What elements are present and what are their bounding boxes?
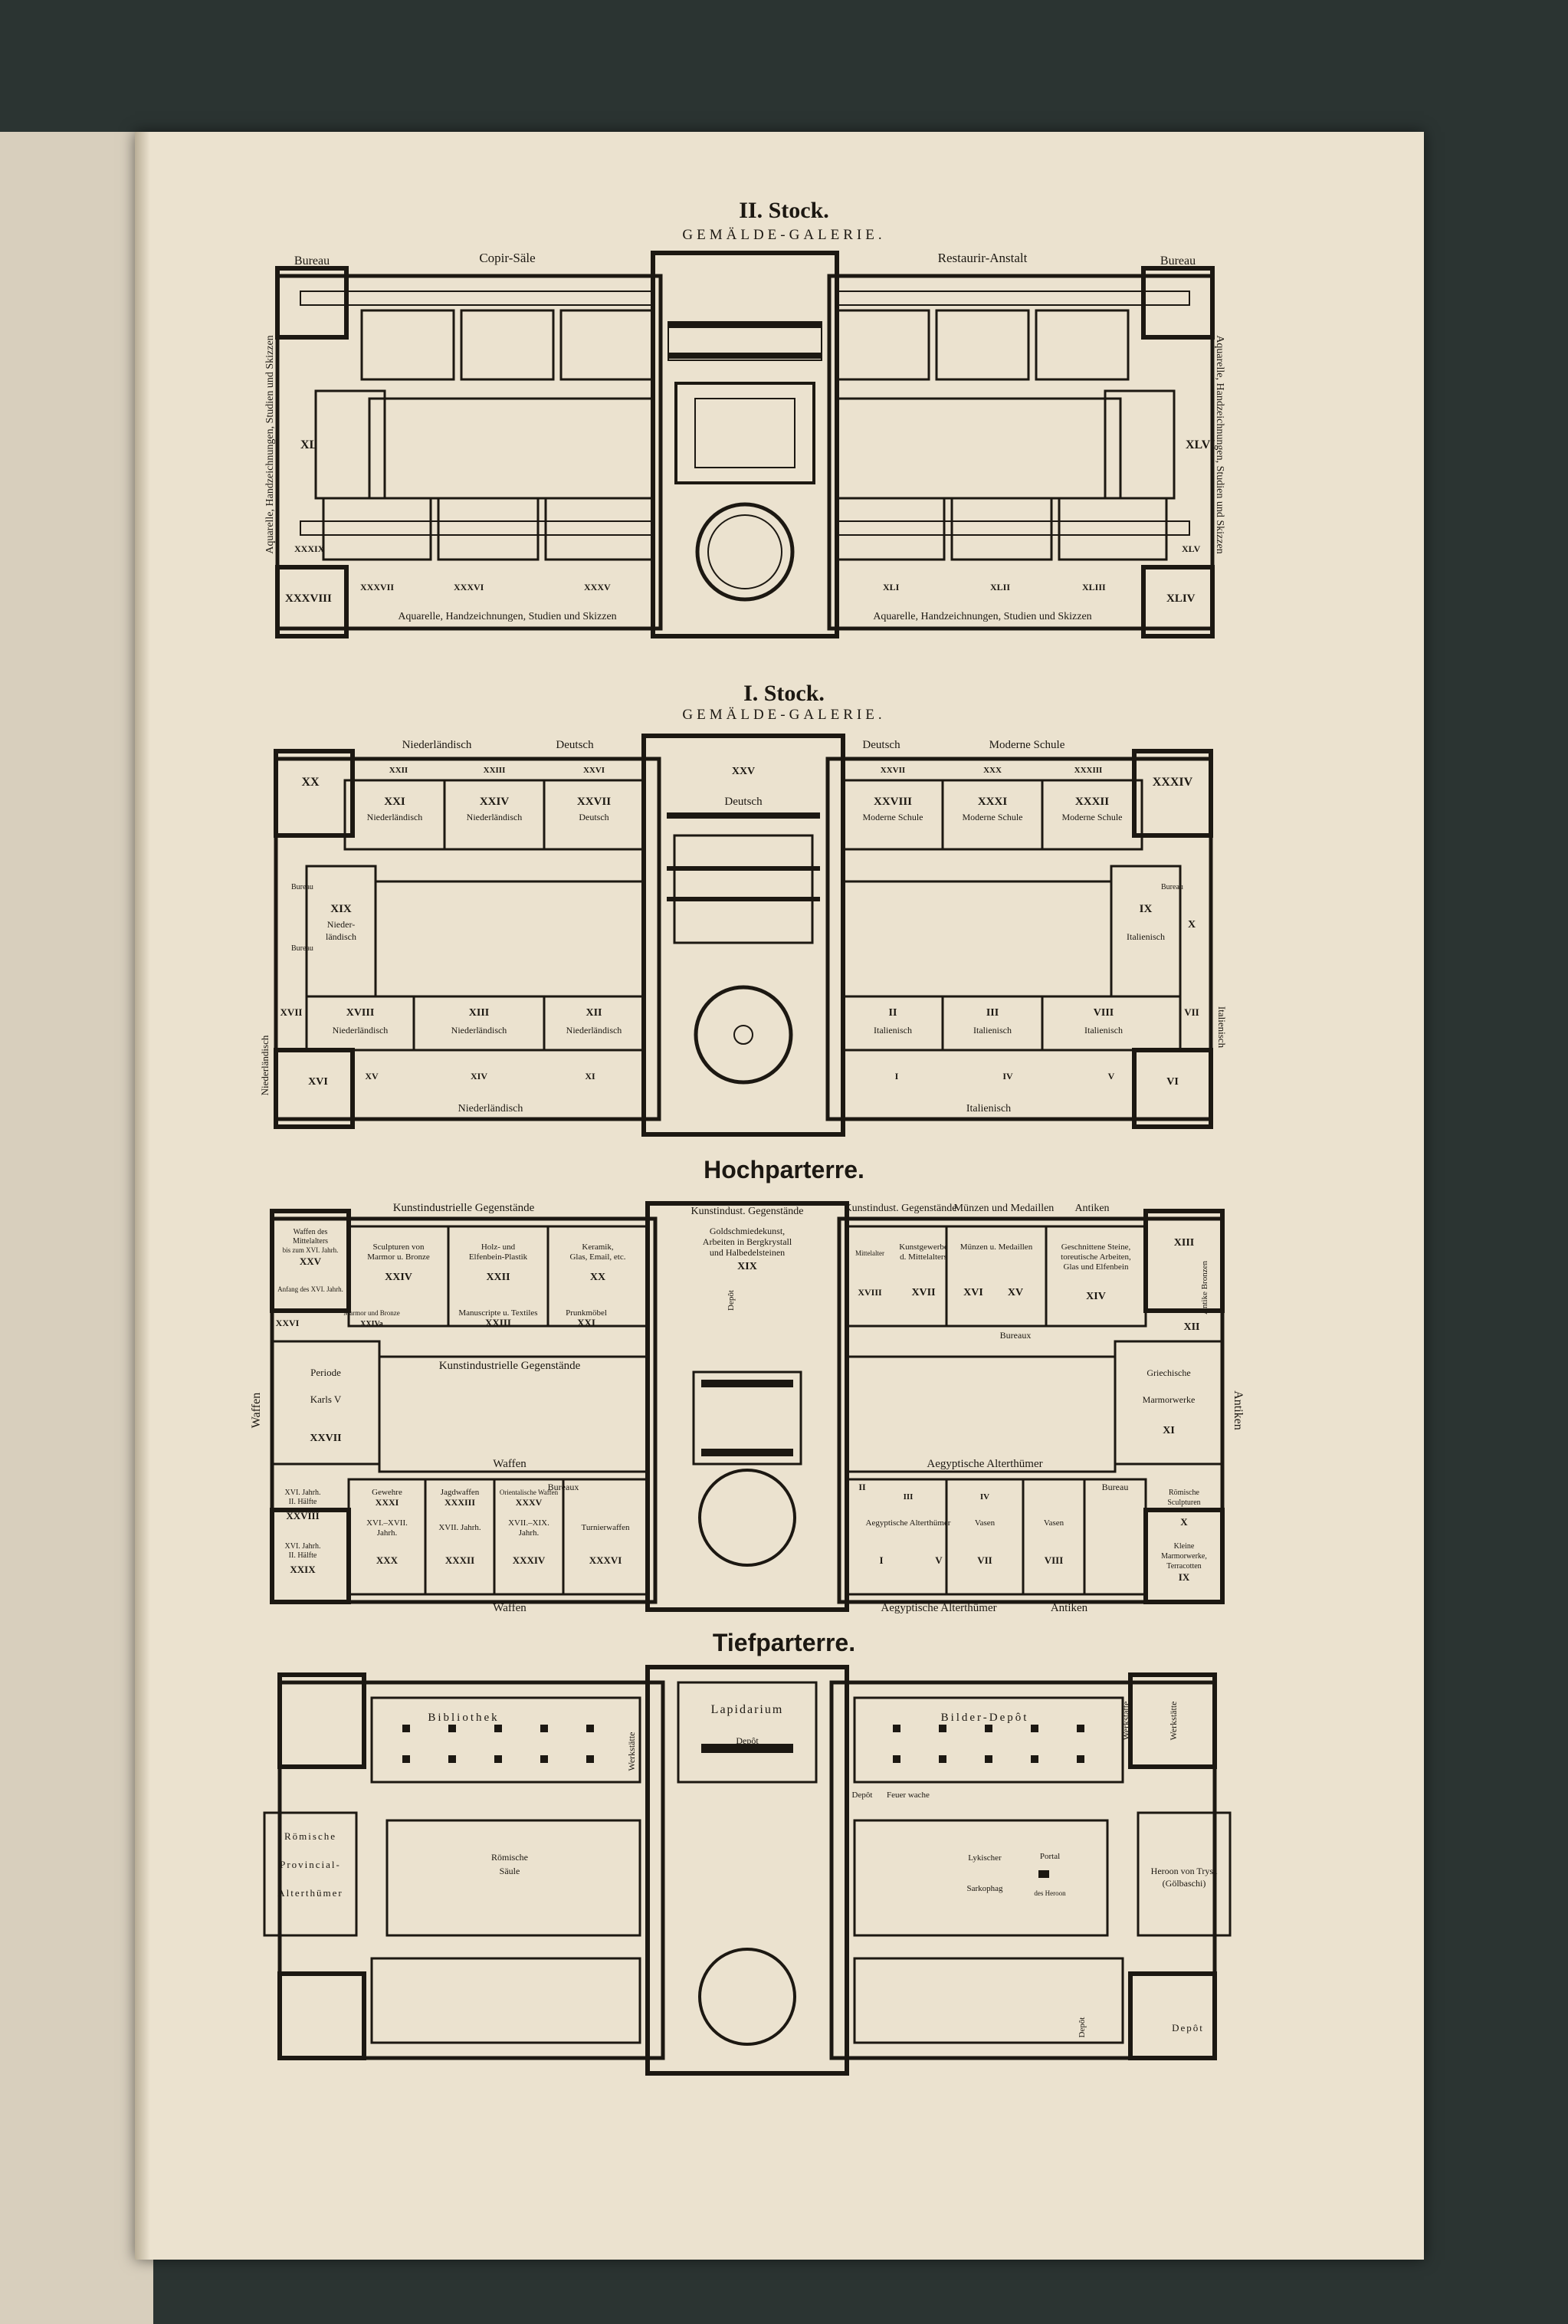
label-roemische: Römische <box>1169 1489 1199 1497</box>
room-xxxii-desc: XVII. Jahrh. <box>438 1523 481 1532</box>
room-xvi: XVI <box>308 1076 328 1088</box>
room-xxiii-desc: Manuscripte u. Textiles <box>458 1308 538 1318</box>
room-xxi-desc: Prunkmöbel <box>566 1308 607 1318</box>
room-iii-hp: III <box>903 1492 914 1502</box>
room-xvi: XVI <box>963 1287 983 1298</box>
label-roemische-saeule-2: Säule <box>499 1866 520 1876</box>
room-xiv: XIV <box>470 1071 488 1082</box>
room-xxx-small: XXX <box>983 766 1002 775</box>
label-restaurir-anstalt: Restaurir-Anstalt <box>937 251 1028 265</box>
floor-title-ii-stock: II. Stock. <box>739 198 829 223</box>
label-side-right: Aquarelle, Handzeichnungen, Studien und Skizzen <box>1214 335 1225 554</box>
label-bilder-depot: Bilder-Depôt <box>940 1712 1029 1724</box>
room-xxiii: XXIII <box>485 1317 511 1328</box>
room-viii: VIII <box>1093 1007 1114 1019</box>
label-bureau-right: Bureau <box>1160 254 1196 268</box>
room-xxv-desc-1: Waffen des <box>293 1228 328 1236</box>
room-xiii-desc: Niederländisch <box>451 1025 507 1036</box>
floor-subtitle-ii-stock: GEMÄLDE-GALERIE. <box>682 227 886 243</box>
label-depot-bottom-vertical: Depôt <box>1078 2017 1087 2038</box>
label-aegyptische-mid: Aegyptische Alterthümer <box>927 1458 1043 1470</box>
label-des-heroon: des Heroon <box>1034 1889 1066 1897</box>
label-top-deutsch-l: Deutsch <box>556 739 594 751</box>
room-xxxiv: XXXIV <box>1152 776 1193 789</box>
label-kleine: Kleine <box>1173 1542 1195 1551</box>
room-xliii: XLIII <box>1082 582 1106 592</box>
room-xxviii-desc-1: XVI. Jahrh. <box>284 1489 321 1497</box>
page-gutter <box>135 132 150 2260</box>
label-side-left: Aquarelle, Handzeichnungen, Studien und Skizzen <box>264 335 276 554</box>
label-karls-v: Karls V <box>310 1393 342 1405</box>
room-xxvii-small: XXVII <box>880 766 906 775</box>
label-griechische: Griechische <box>1146 1367 1191 1378</box>
label-top-niederlaendisch: Niederländisch <box>402 739 472 751</box>
room-x-hp: X <box>1180 1516 1188 1528</box>
room-xxii: XXII <box>486 1272 510 1283</box>
label-goelbaschi: (Gölbaschi) <box>1162 1878 1206 1889</box>
room-ii: II <box>888 1007 897 1019</box>
room-vii-desc: Vasen <box>974 1518 996 1528</box>
label-bureaux-1: Bureaux <box>999 1330 1032 1341</box>
floor-plan-hochparterre <box>249 1188 1245 1617</box>
room-xviii: XVIII <box>346 1007 375 1019</box>
room-xxi: XXI <box>577 1317 595 1328</box>
room-xxix-desc-2: II. Hälfte <box>288 1551 317 1560</box>
room-ix: IX <box>1139 903 1153 915</box>
room-xxiv-desc-1: Sculpturen von <box>372 1242 425 1252</box>
room-xxxvi: XXXVI <box>589 1554 622 1566</box>
floor-title-tiefparterre: Tiefparterre. <box>712 1629 856 1656</box>
room-xx: XX <box>589 1272 606 1283</box>
room-xxii: XXII <box>389 766 408 775</box>
room-xiv: XIV <box>1086 1291 1106 1302</box>
room-xxxv: XXXV <box>584 582 611 592</box>
floor-title-i-stock: I. Stock. <box>743 681 825 706</box>
room-xx-desc-1: Keramik, <box>582 1242 614 1252</box>
label-antiken-bottom: Antiken <box>1050 1602 1088 1614</box>
label-roemische-t: Römische <box>284 1830 336 1842</box>
room-xii-desc: Niederländisch <box>566 1025 622 1036</box>
floor-plan-i-stock <box>261 728 1226 1142</box>
left-page-edge <box>0 132 153 2324</box>
room-xlv: XLV <box>1182 543 1201 554</box>
room-xxi-desc: Niederländisch <box>366 812 423 822</box>
room-xxii-desc-2: Elfenbein-Plastik <box>468 1252 528 1262</box>
room-xxv-desc-2: Mittelalters <box>292 1237 329 1246</box>
room-v: V <box>1107 1071 1115 1082</box>
label-bureaux-2: Bureaux <box>547 1482 579 1492</box>
room-xxix: XXIX <box>290 1564 316 1575</box>
room-xiii: XIII <box>468 1007 490 1019</box>
label-waffen-mid: Waffen <box>493 1458 526 1470</box>
room-vii-hp: VII <box>977 1554 992 1566</box>
room-xxxii: XXXII <box>1074 796 1110 808</box>
room-xxxix: XXXIX <box>294 543 325 554</box>
floor-title-hochparterre: Hochparterre. <box>704 1156 864 1183</box>
room-xii: XII <box>1183 1321 1200 1333</box>
label-portal: Portal <box>1039 1852 1061 1861</box>
label-sarkophag: Sarkophag <box>966 1884 1003 1893</box>
room-xxviii-desc-2: II. Hälfte <box>288 1498 317 1506</box>
label-werkstaette-3: Werkstätte <box>1168 1701 1179 1741</box>
label-depot-bottom-right: Depôt <box>1172 2022 1204 2034</box>
room-viii-desc: Vasen <box>1043 1518 1064 1528</box>
room-aegyptische: Aegyptische Alterthümer <box>865 1518 951 1528</box>
room-xxvii: XXVII <box>576 796 612 808</box>
room-xxxi-desc: Gewehre <box>372 1488 402 1497</box>
label-side-niederlaendisch: Niederländisch <box>259 1035 271 1096</box>
label-werkstaette-2: Werkstätte <box>1120 1701 1131 1741</box>
label-kunstindustrielle-top: Kunstindustrielle Gegenstände <box>392 1202 535 1214</box>
label-sculpturen: Sculpturen <box>1167 1498 1201 1507</box>
room-xxxiii-desc: Jagdwaffen <box>440 1488 480 1497</box>
room-xxxiv-desc-1: XVII.–XIX. <box>508 1518 549 1528</box>
room-xxvi: XXVI <box>275 1318 300 1328</box>
label-side-italienisch: Italienisch <box>1216 1006 1228 1049</box>
room-xv: XV <box>1007 1287 1024 1298</box>
label-provincial: Provincial- <box>280 1859 341 1870</box>
room-ix-desc: Italienisch <box>1127 931 1165 942</box>
label-waffen-side: Waffen <box>250 1392 263 1429</box>
floor-subtitle-i-stock: GEMÄLDE-GALERIE. <box>682 707 886 723</box>
room-xli: XLI <box>883 582 900 592</box>
room-i: I <box>894 1071 899 1082</box>
label-aegyptische-bottom: Aegyptische Alterthümer <box>881 1602 997 1614</box>
room-ix-hp: IX <box>1178 1571 1190 1583</box>
room-xxxiii: XXXIII <box>444 1497 476 1508</box>
label-roemische-saeule-1: Römische <box>491 1852 528 1863</box>
room-xxiva: XXIVa <box>360 1320 383 1328</box>
label-bibliothek: Bibliothek <box>428 1712 500 1724</box>
room-xiv-desc-1: Geschnittene Steine, <box>1061 1242 1131 1252</box>
label-heroon-trysa: Heroon von Trysa <box>1150 1866 1218 1876</box>
room-xxxvii: XXXVII <box>360 582 395 592</box>
label-bureau-1: Bureau <box>291 883 313 891</box>
room-xxiv: XXIV <box>479 796 510 808</box>
room-xxxv-desc: Orientalische Waffen <box>499 1489 559 1496</box>
room-xxx-desc-2: Jahrh. <box>376 1528 398 1538</box>
label-kunstindustrielle-court: Kunstindustrielle Gegenstände <box>438 1360 581 1372</box>
room-xx-desc-2: Glas, Email, etc. <box>569 1252 626 1262</box>
room-xxix-desc-1: XVI. Jahrh. <box>284 1542 321 1551</box>
room-xxxvi: XXXVI <box>454 582 484 592</box>
room-i-hp: I <box>879 1554 884 1566</box>
room-xxxi: XXXI <box>375 1497 399 1508</box>
room-xxvii: XXVII <box>310 1433 342 1444</box>
label-lapidarium: Lapidarium <box>710 1703 784 1716</box>
room-xxxi: XXXI <box>977 796 1008 808</box>
label-waffen-bottom: Waffen <box>493 1602 526 1614</box>
room-xix-desc-2: Arbeiten in Bergkrystall <box>702 1236 792 1247</box>
room-xv: XV <box>365 1071 379 1082</box>
floor-plan-ii-stock <box>264 245 1225 644</box>
room-xix-desc-2: ländisch <box>326 931 356 942</box>
room-xvii-desc-1: Kunstgewerbe <box>899 1242 948 1252</box>
room-xxi: XXI <box>384 796 405 808</box>
label-bureau-3: Bureau <box>1161 883 1183 891</box>
room-xxx-desc-1: XVI.–XVII. <box>366 1518 408 1528</box>
room-xliv: XLIV <box>1166 592 1196 605</box>
room-xxii-desc-1: Holz- und <box>481 1242 516 1252</box>
label-antiken-top: Antiken <box>1074 1203 1110 1214</box>
room-xiv-desc-2: toreutische Arbeiten, <box>1061 1252 1131 1262</box>
room-xiv-desc-3: Glas und Elfenbein <box>1063 1262 1129 1272</box>
label-center-deutsch: Deutsch <box>724 796 763 808</box>
room-xxxiii-small: XXXIII <box>1074 766 1103 775</box>
room-xxxv: XXXV <box>515 1497 543 1508</box>
room-xxv-desc-3: bis zum XVI. Jahrh. <box>282 1246 339 1254</box>
label-bottom-italienisch: Italienisch <box>966 1103 1012 1114</box>
room-iv-hp: IV <box>979 1492 990 1502</box>
room-xxxii-desc: Moderne Schule <box>1061 812 1123 822</box>
room-xi: XI <box>1163 1425 1175 1436</box>
label-alterthuemer: Alterthümer <box>277 1887 343 1899</box>
room-xxxi-desc: Moderne Schule <box>962 812 1023 822</box>
room-xxv: XXV <box>731 766 756 777</box>
room-xxiii: XXIII <box>483 766 506 775</box>
room-xix-desc-1: Nieder- <box>326 919 356 930</box>
room-xix: XIX <box>330 903 352 915</box>
room-xxiv: XXIV <box>385 1272 412 1283</box>
room-xviii-desc: Mittelalter <box>855 1249 884 1257</box>
label-depot-center: Depôt <box>736 1735 759 1746</box>
label-bottom-niederlaendisch: Niederländisch <box>458 1103 523 1114</box>
room-xvii-desc-2: d. Mittelalters <box>900 1252 947 1262</box>
room-xiii: XIII <box>1173 1237 1195 1249</box>
room-xlvi: XLVI <box>1186 438 1215 451</box>
label-kunstindust-right: Kunstindust. Gegenstände <box>844 1203 957 1214</box>
room-xx: XX <box>301 776 320 789</box>
room-xxx: XXX <box>376 1554 399 1566</box>
label-bottom-right: Aquarelle, Handzeichnungen, Studien und Skizzen <box>873 611 1092 622</box>
room-xvii: XVII <box>280 1006 303 1018</box>
room-xxviii-desc: Moderne Schule <box>862 812 923 822</box>
label-lykischer: Lykischer <box>968 1853 1002 1863</box>
room-xxv: XXV <box>299 1256 322 1267</box>
label-bottom-left: Aquarelle, Handzeichnungen, Studien und Skizzen <box>398 611 617 622</box>
label-werkstaette-1: Werkstätte <box>626 1732 637 1771</box>
label-feuerwache: Feuer wache <box>887 1791 930 1800</box>
room-xxviii: XXVIII <box>286 1510 320 1521</box>
label-kleine-marmorwerke: Marmorwerke, <box>1161 1552 1207 1561</box>
room-xv-desc: Münzen u. Medaillen <box>959 1242 1033 1252</box>
room-iv: IV <box>1002 1071 1013 1082</box>
floor-plan-tiefparterre <box>249 1667 1245 2081</box>
room-xviii: XVIII <box>858 1287 882 1298</box>
label-bureau-hp: Bureau <box>1101 1482 1129 1492</box>
room-xlii: XLII <box>990 582 1011 592</box>
label-copir-saele: Copir-Säle <box>479 251 536 265</box>
room-xix: XIX <box>737 1261 757 1272</box>
room-iii: III <box>986 1007 999 1019</box>
room-xxviii: XXVIII <box>873 796 913 808</box>
room-xxxii: XXXII <box>444 1554 475 1566</box>
room-viii-hp: VIII <box>1044 1554 1064 1566</box>
room-ii-desc: Italienisch <box>874 1025 912 1036</box>
room-ii-hp: II <box>858 1482 866 1492</box>
room-xviii-desc: Niederländisch <box>332 1025 389 1036</box>
room-x: X <box>1187 919 1196 931</box>
label-periode: Periode <box>310 1367 341 1378</box>
room-xxxiv: XXXIV <box>512 1554 546 1566</box>
room-xxiv-desc-2: Marmor u. Bronze <box>367 1252 430 1262</box>
room-xl: XL <box>300 438 318 451</box>
room-xxxvi-desc: Turnierwaffen <box>581 1523 630 1532</box>
label-marmorwerke: Marmorwerke <box>1142 1394 1196 1405</box>
label-top-deutsch-r: Deutsch <box>862 739 900 751</box>
room-xxvi-desc: Anfang des XVI. Jahrh. <box>277 1285 343 1293</box>
room-viii-desc: Italienisch <box>1084 1025 1123 1036</box>
room-xix-desc-1: Goldschmiedekunst, <box>709 1226 786 1236</box>
room-xxvi: XXVI <box>582 766 605 775</box>
label-kunstindust-center: Kunstindust. Gegenstände <box>691 1206 804 1217</box>
room-xxiva-desc: Marmor und Bronze <box>343 1309 400 1317</box>
label-muenzen-medaillen: Münzen und Medaillen <box>953 1203 1055 1214</box>
room-vi: VI <box>1166 1076 1179 1088</box>
room-v-hp: V <box>935 1554 943 1566</box>
room-xxiv-desc: Niederländisch <box>466 812 523 822</box>
label-bureau-left: Bureau <box>294 254 330 268</box>
room-xvii: XVII <box>911 1287 936 1298</box>
room-xix-desc-3: und Halbedelsteinen <box>709 1247 786 1258</box>
room-xi: XI <box>585 1071 595 1082</box>
label-depot-right: Depôt <box>851 1791 873 1800</box>
room-xxvii-desc: Deutsch <box>579 812 609 822</box>
room-iii-desc: Italienisch <box>973 1025 1012 1036</box>
room-xxxviii: XXXVIII <box>285 592 332 605</box>
label-terracotten: Terracotten <box>1166 1562 1202 1571</box>
label-top-moderne-schule: Moderne Schule <box>989 739 1065 751</box>
label-antike-bronzen: Antike Bronzen <box>1200 1261 1209 1315</box>
room-xii: XII <box>586 1007 602 1019</box>
label-antiken-side: Antiken <box>1232 1390 1245 1430</box>
label-bureau-2: Bureau <box>291 944 313 953</box>
label-depot-hp: Depôt <box>727 1290 736 1311</box>
room-xxxiv-desc-2: Jahrh. <box>518 1528 540 1538</box>
room-vii: VII <box>1184 1006 1199 1018</box>
